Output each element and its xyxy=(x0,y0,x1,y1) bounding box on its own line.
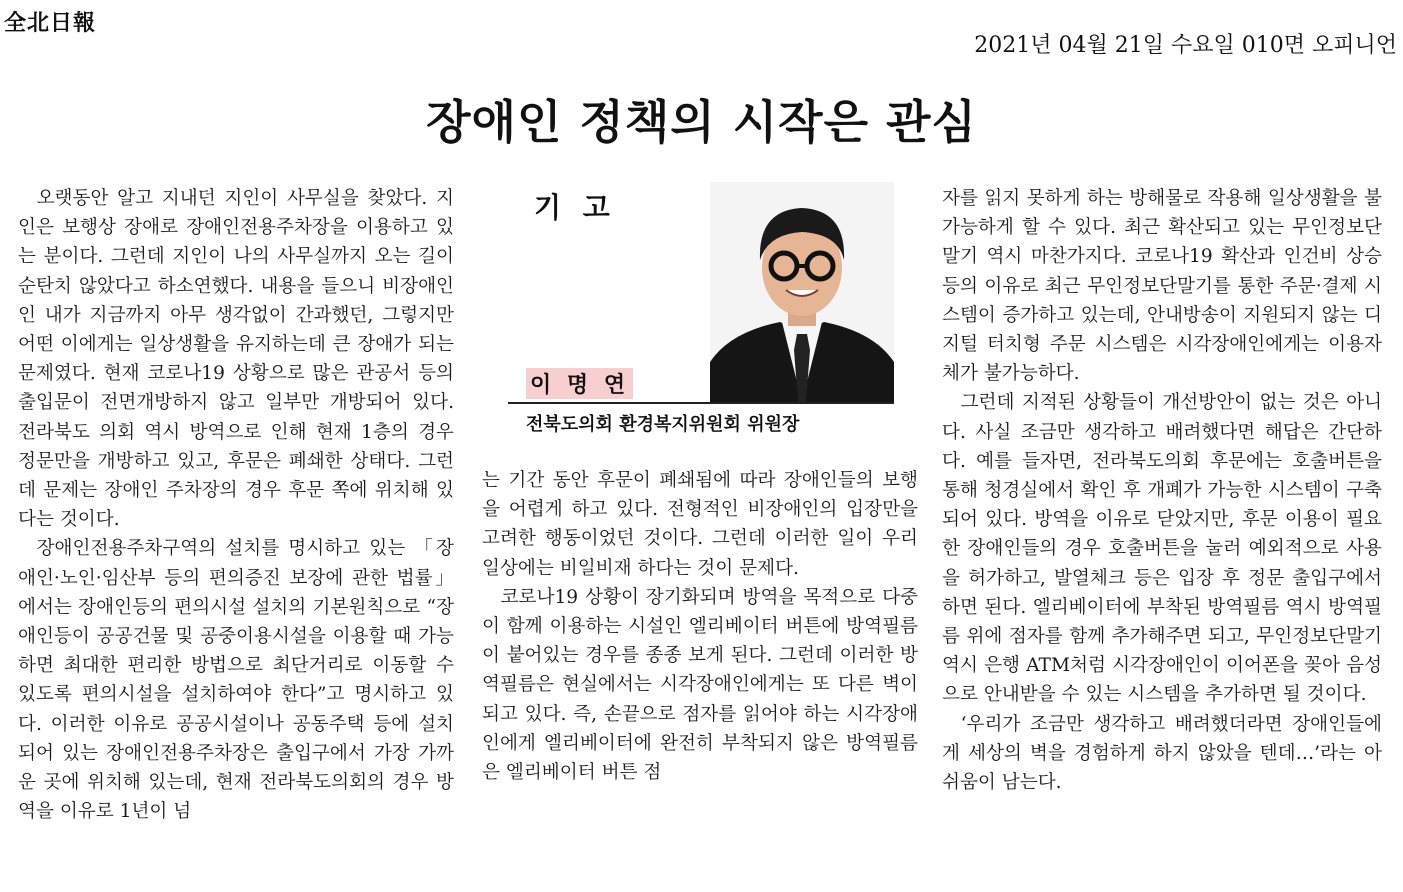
divider-rule xyxy=(508,402,894,404)
paragraph: 장애인전용주차구역의 설치를 명시하고 있는 「장애인·노인·임산부 등의 편의증진 보장에 관한 법률」에서는 장애인등의 편의시설 설치의 기본원칙으로 “장애인등이 공공건물 및 공중이용시설을 이용할 때 가능하면 최대한 편리한 방법으로 최단거리로 이동할 수 있도록 편의시설을 설치하여야 한다”고 명시하고 있다. 이러한 이유로 공공시설이나 공동주택 등에 설치되어 있는 장애인전용주차장은 출입구에서 가장 가까운 곳에 위치해 있는데, 현재 전라북도의회의 경우 방역을 이유로 1년이 넘 xyxy=(18,538,454,823)
article-headline: 장애인 정책의 시작은 관심 xyxy=(426,95,977,149)
paragraph: 오랫동안 알고 지내던 지인이 사무실을 찾았다. 지인은 보행상 장애로 장애인전용주차장을 이용하고 있는 분이다. 그런데 지인이 나의 사무실까지 오는 길이 순탄치 않았다고 하소연했다. 내용을 들으니 비장애인인 내가 지금까지 아무 생각없이 간과했던, 그렇지만 어떤 이에게는 일상생활을 유지하는데 큰 장애가 되는 문제였다. 현재 코로나19 상황으로 많은 관공서 등의 출입문이 전면개방하지 않고 일부만 개방되어 있다. 전라북도 의회 역시 방역으로 인해 현재 1층의 경우 정문만을 개방하고 있고, 후문은 폐쇄한 상태다. 그런데 문제는 장애인 주차장의 경우 후문 쪽에 위치해 있다는 것이다. xyxy=(18,188,454,531)
paragraph: 코로나19 상황이 장기화되며 방역을 목적으로 다중이 함께 이용하는 시설인 엘리베이터 버튼에 방역필름이 붙어있는 경우를 종종 보게 된다. 그런데 이러한 방역필름은 현실에서는 시각장애인에게는 또 다른 벽이 되고 있다. 즉, 손끝으로 점자를 읽어야 하는 시각장애인에게 엘리베이터에 완전히 부착되지 않은 방역필름은 엘리베이터 버튼 점 xyxy=(482,586,918,784)
newspaper-logo: 全北日報 xyxy=(4,11,97,36)
author-portrait xyxy=(710,182,894,402)
paragraph: ‘우리가 조금만 생각하고 배려했더라면 장애인들에게 세상의 벽을 경험하게 하지 않았을 텐데…’라는 아쉬움이 남는다. xyxy=(942,713,1382,794)
paragraph: 그런데 지적된 상황들이 개선방안이 없는 것은 아니다. 사실 조금만 생각하고 배려했다면 해답은 간단하다. 예를 들자면, 전라북도의회 후문에는 호출버튼을 통해 청경실에서 확인 후 개폐가 가능한 시스템이 구축되어 있다. 방역을 이유로 닫았지만, 후문 이용이 필요한 장애인들의 경우 호출버튼을 눌러 예외적으로 사용을 허가하고, 발열체크 등은 입장 후 정문 출입구에서 하면 된다. 엘리베이터에 부착된 방역필름 역시 방역필름 위에 점자를 함께 추가해주면 되고, 무인정보단말기 역시 은행 ATM처럼 시각장애인이 이어폰을 꽂아 음성으로 안내받을 수 있는 시스템을 추가하면 될 것이다. xyxy=(942,392,1382,706)
article-column-3 xyxy=(942,184,1382,797)
author-title: 전북도의회 환경복지위원회 위원장 xyxy=(526,414,800,435)
article-column-1 xyxy=(18,184,454,826)
author-name: 이 명 연 xyxy=(526,368,633,399)
paragraph: 자를 읽지 못하게 하는 방해물로 작용해 일상생활을 불가능하게 할 수 있다. 최근 확산되고 있는 무인정보단말기 역시 마찬가지다. 코로나19 확산과 인건비 상승 등의 이유로 최근 무인정보단말기를 통한 주문·결제 시스템이 증가하고 있는데, 안내방송이 지원되지 않는 디지털 터치형 주문 시스템은 시각장애인에게는 이용자체가 불가능하다. xyxy=(942,188,1382,385)
section-label: 기 고 xyxy=(534,191,616,224)
article-column-2 xyxy=(482,466,918,787)
dateline: 2021년 04월 21일 수요일 010면 오피니언 xyxy=(974,33,1397,58)
portrait-image xyxy=(710,182,894,402)
paragraph: 는 기간 동안 후문이 폐쇄됨에 따라 장애인들의 보행을 어렵게 하고 있다. 전형적인 비장애인의 입장만을 고려한 행동이었던 것이다. 그런데 이러한 일이 우리 일상에는 비일비재 하다는 것이 문제다. xyxy=(482,470,918,579)
